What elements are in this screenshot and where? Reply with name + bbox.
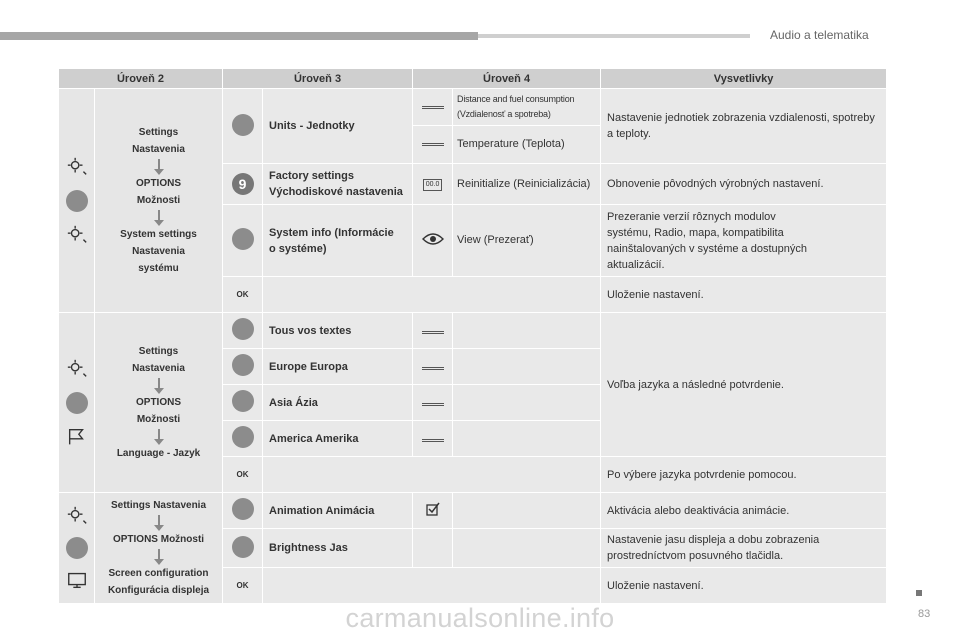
empty-cell — [263, 457, 601, 493]
level3-asia: Asia Ázia — [263, 385, 413, 421]
list-line-icon — [422, 439, 444, 442]
level2-settings-label: Settings Nastavenia — [110, 500, 207, 511]
col-header-level3: Úroveň 3 — [223, 69, 413, 89]
empty-cell — [263, 568, 601, 604]
list-line-icon — [422, 143, 444, 146]
col-header-description: Vysvetlivky — [601, 69, 887, 89]
empty-cell — [263, 277, 601, 313]
level2-path — [95, 89, 223, 313]
level2-path — [95, 493, 223, 604]
level2-system-sk-label: Nastavenia — [132, 246, 185, 257]
settings-gear-icon — [66, 156, 88, 178]
level2-options-label: OPTIONS — [136, 397, 182, 408]
option-distance-consumption: Distance and fuel consumption (Vzdialenosť a spotreba) — [453, 89, 600, 126]
list-line-icon — [422, 331, 444, 334]
brightness-button-icon — [232, 536, 254, 558]
down-arrow-icon — [158, 378, 160, 388]
level4-units-options — [453, 89, 601, 164]
col-header-level2: Úroveň 2 — [59, 69, 223, 89]
settings-gear-icon — [66, 505, 88, 527]
level2-screen-sk-label: Konfigurácia displeja — [107, 585, 210, 596]
description-line: Nastavenie jasu displeja a dobu zobrazenia — [607, 534, 820, 546]
down-arrow-icon — [158, 159, 160, 169]
level4-icon-cell — [413, 349, 453, 385]
description-system-info — [601, 205, 887, 277]
level4-icon-cell — [413, 89, 453, 164]
level2-options-label: OPTIONS Možnosti — [112, 534, 205, 545]
level2-language-label: Language - Jazyk — [116, 448, 201, 459]
level2-settings-label: Settings — [138, 346, 179, 357]
nine-button-icon: 9 — [232, 173, 254, 195]
level2-system-label: System settings — [120, 229, 197, 240]
level3-animation: Animation Animácia — [263, 493, 413, 529]
empty-cell — [453, 349, 601, 385]
ok-label: OK — [223, 277, 263, 313]
europe-button-icon — [232, 354, 254, 376]
level3-system-info-label2: o systéme) — [269, 242, 327, 255]
level2-screen-label: Screen configuration — [108, 568, 209, 579]
section-title: Audio a telematika — [770, 28, 869, 42]
level3-icon-cell — [223, 313, 263, 349]
description-ok: Uloženie nastavení. — [601, 568, 887, 604]
header-bar — [0, 32, 478, 40]
system-info-button-icon — [232, 228, 254, 250]
table-row — [59, 89, 887, 164]
list-line-icon — [422, 403, 444, 406]
description-line: aktualizácií. — [607, 258, 665, 271]
language-flag-icon — [66, 426, 88, 448]
level2-settings-sk-label: Nastavenia — [132, 363, 185, 374]
options-button-icon — [66, 190, 88, 212]
level3-system-info-label: System info (Informácie — [269, 226, 394, 239]
option-reinitialize: Reinitialize (Reinicializácia) — [453, 164, 601, 205]
description-animation: Aktivácia alebo deaktivácia animácie. — [601, 493, 887, 529]
level2-options-sk-label: Možnosti — [136, 414, 181, 425]
description-line: nainštalovaných v systéme a dostupných — [607, 242, 807, 255]
empty-cell — [453, 385, 601, 421]
level2-path — [95, 313, 223, 493]
level3-icon-cell — [223, 164, 263, 205]
level3-brightness: Brightness Jas — [263, 529, 413, 568]
description-ok: Uloženie nastavení. — [601, 277, 887, 313]
down-arrow-icon — [158, 549, 160, 559]
america-button-icon — [232, 426, 254, 448]
system-settings-icon — [66, 224, 88, 246]
option-temperature: Temperature (Teplota) — [457, 138, 565, 150]
level3-icon-cell — [223, 493, 263, 529]
level2-icons — [59, 493, 95, 604]
animation-button-icon — [232, 498, 254, 520]
level3-america: America Amerika — [263, 421, 413, 457]
description-ok: Po výbere jazyka potvrdenie pomocou. — [601, 457, 887, 493]
table-row — [59, 493, 887, 529]
description-line: Prezeranie verzií rôznych modulov — [607, 210, 776, 223]
watermark: carmanualsonline.info — [345, 603, 615, 633]
level3-factory-label: Factory settings — [269, 170, 354, 182]
level3-icon-cell — [223, 349, 263, 385]
down-arrow-icon — [158, 210, 160, 220]
level2-icons — [59, 89, 95, 313]
screen-icon — [66, 569, 88, 591]
options-button-icon — [66, 537, 88, 559]
level2-icons — [59, 313, 95, 493]
list-line-icon — [422, 106, 444, 109]
level2-settings-sk-label: Nastavenia — [132, 144, 185, 155]
level4-icon-cell — [413, 493, 453, 529]
level2-options-label: OPTIONS — [136, 178, 182, 189]
page-number: 83 — [918, 608, 931, 620]
down-arrow-icon — [158, 515, 160, 525]
level3-europe: Europe Europa — [263, 349, 413, 385]
level3-icon-cell — [223, 529, 263, 568]
reset-display-icon: 00.0 — [423, 179, 443, 191]
empty-cell — [453, 313, 601, 349]
col-header-level4: Úroveň 4 — [413, 69, 601, 89]
ok-label: OK — [223, 568, 263, 604]
level2-settings-label: Settings — [138, 127, 179, 138]
level4-icon-cell — [413, 421, 453, 457]
empty-cell — [453, 529, 601, 568]
level3-units: Units - Jednotky — [263, 89, 413, 164]
level3-icon-cell — [223, 205, 263, 277]
level3-factory — [263, 164, 413, 205]
description-factory: Obnovenie pôvodných výrobných nastavení. — [601, 164, 887, 205]
asia-button-icon — [232, 390, 254, 412]
level2-system-sk-label2: systému — [138, 263, 179, 274]
description-language: Voľba jazyka a následné potvrdenie. — [601, 313, 887, 457]
level3-icon-cell — [223, 89, 263, 164]
level4-icon-cell — [413, 164, 453, 205]
option-view: View (Prezerať) — [453, 205, 601, 277]
list-line-icon — [422, 367, 444, 370]
language-button-icon — [232, 318, 254, 340]
table-row — [59, 313, 887, 349]
settings-gear-icon — [66, 358, 88, 380]
options-button-icon — [66, 392, 88, 414]
header-bar-thin — [478, 34, 750, 38]
empty-cell — [453, 493, 601, 529]
end-marker-square — [916, 590, 922, 596]
empty-cell — [413, 529, 453, 568]
level4-icon-cell — [413, 313, 453, 349]
description-line: prostredníctvom posuvného tlačidla. — [607, 550, 784, 562]
level4-icon-cell — [413, 385, 453, 421]
checkbox-checked-icon — [426, 502, 440, 516]
level3-icon-cell — [223, 385, 263, 421]
settings-table — [58, 68, 887, 604]
units-button-icon — [232, 114, 254, 136]
ok-label: OK — [223, 457, 263, 493]
level3-icon-cell — [223, 421, 263, 457]
description-line: systému, Radio, mapa, kompatibilita — [607, 226, 784, 239]
eye-icon — [422, 232, 444, 246]
level3-system-info — [263, 205, 413, 277]
level2-options-sk-label: Možnosti — [136, 195, 181, 206]
level3-language-all: Tous vos textes — [263, 313, 413, 349]
description-units: Nastavenie jednotiek zobrazenia vzdialenosti, spotreby a teploty. — [601, 89, 887, 164]
level4-icon-cell — [413, 205, 453, 277]
empty-cell — [453, 421, 601, 457]
down-arrow-icon — [158, 429, 160, 439]
description-brightness — [601, 529, 887, 568]
table-header-row — [59, 69, 887, 89]
level3-factory-sk-label: Východiskové nastavenia — [269, 186, 403, 198]
